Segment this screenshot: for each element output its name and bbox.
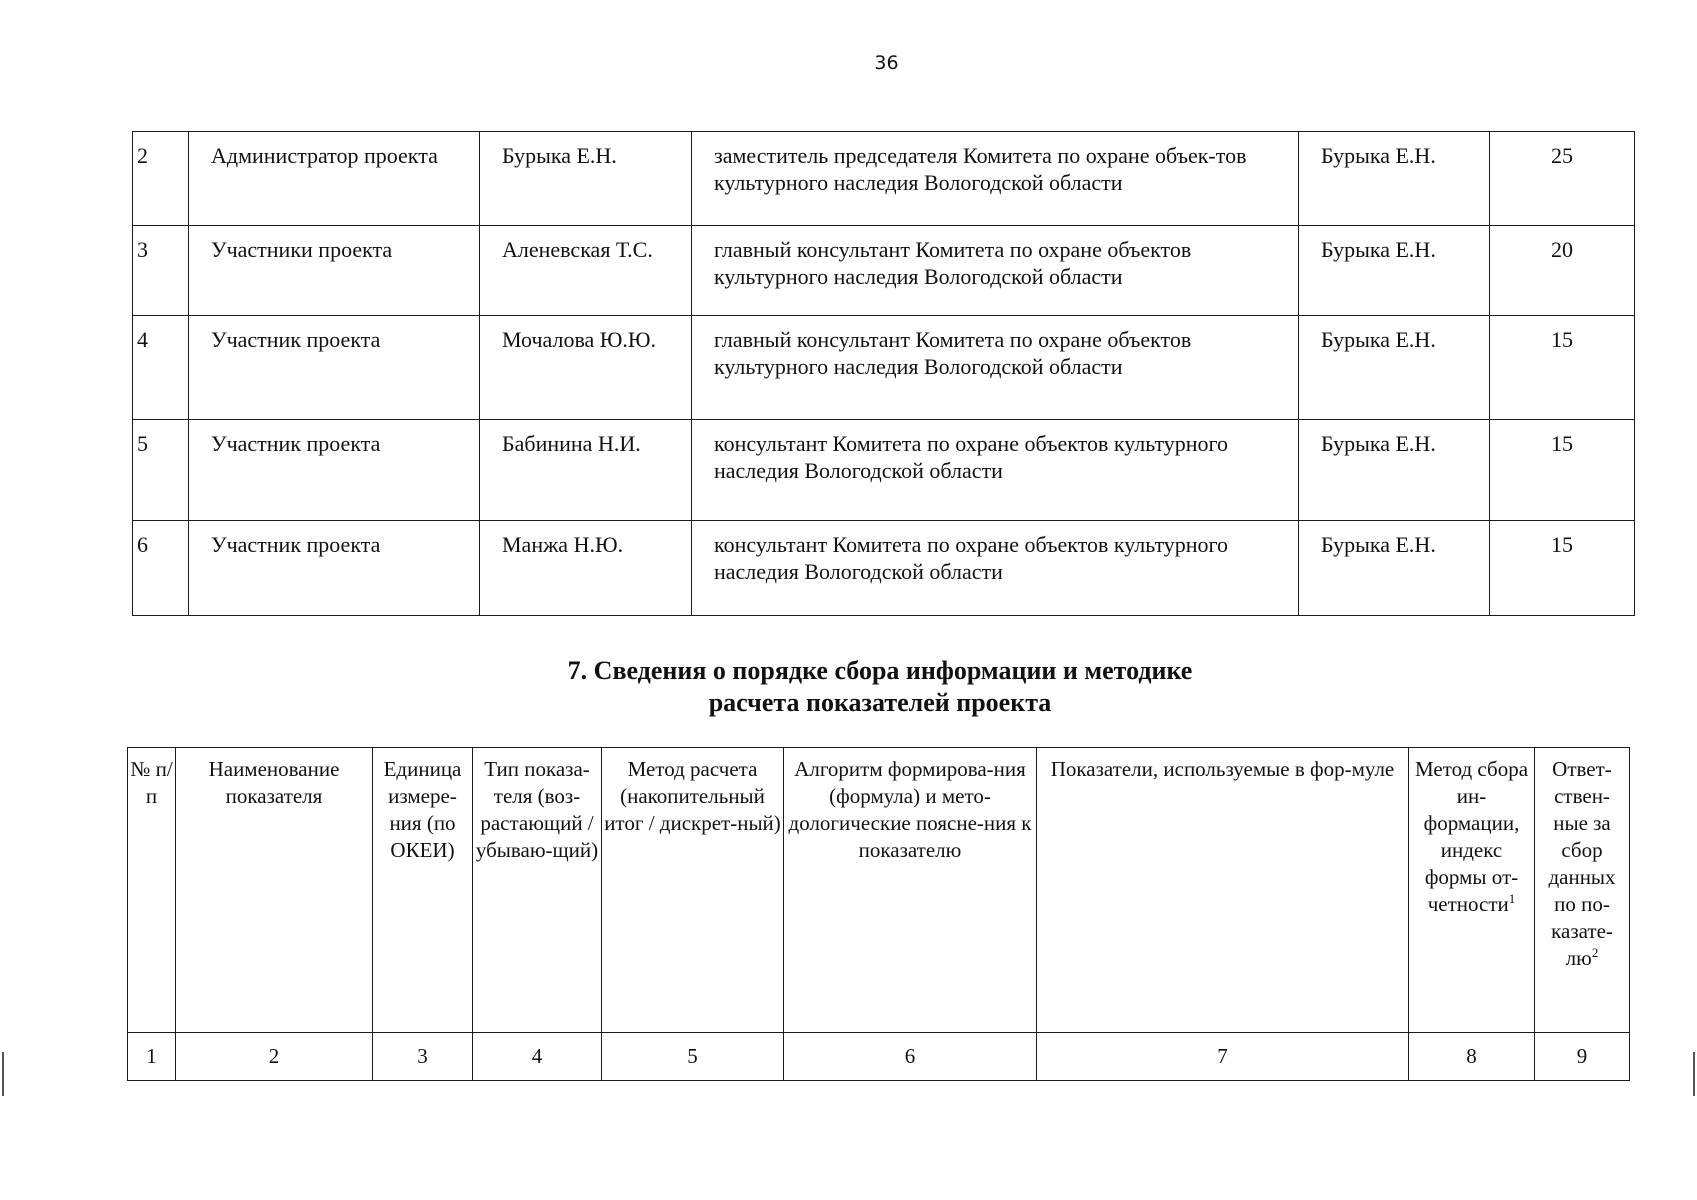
project-team-table xyxy=(132,131,1635,616)
header-responsible-text: Ответ-ствен-ные за сбор данных по по-казате-лю xyxy=(1548,757,1616,970)
employment-weight: 15 xyxy=(1490,316,1635,420)
section-title-line-1: 7. Сведения о порядке сбора информации и методике xyxy=(567,656,1193,685)
column-index: 4 xyxy=(473,1033,602,1081)
supervisor-name: Бурыка Е.Н. xyxy=(1299,420,1490,521)
person-name: Манжа Н.Ю. xyxy=(480,521,692,616)
column-index: 3 xyxy=(373,1033,473,1081)
column-index: 5 xyxy=(602,1033,784,1081)
table-row xyxy=(133,420,1635,521)
indicators-method-table xyxy=(127,747,1630,1081)
person-name: Аленевская Т.С. xyxy=(480,226,692,316)
project-role: Участник проекта xyxy=(189,420,480,521)
header-indicator-name: Наименование показателя xyxy=(176,748,373,1033)
column-index-row xyxy=(128,1033,1630,1081)
person-position: консультант Комитета по охране объектов культурного наследия Вологодской области xyxy=(692,420,1299,521)
page-number: 36 xyxy=(874,52,899,74)
column-index: 6 xyxy=(784,1033,1037,1081)
header-row xyxy=(128,748,1630,1033)
table-row xyxy=(133,132,1635,226)
person-name: Бабинина Н.И. xyxy=(480,420,692,521)
header-algorithm: Алгоритм формирова-ния (формула) и мето-дологические поясне-ния к показателю xyxy=(784,748,1037,1033)
project-role: Администратор проекта xyxy=(189,132,480,226)
row-number: 6 xyxy=(133,521,189,616)
project-role: Участники проекта xyxy=(189,226,480,316)
person-position: заместитель председателя Комитета по охране объек-тов культурного наследия Вологодской области xyxy=(692,132,1299,226)
person-position: главный консультант Комитета по охране объектов культурного наследия Вологодской области xyxy=(692,316,1299,420)
header-row-number: № п/п xyxy=(128,748,176,1033)
employment-weight: 15 xyxy=(1490,521,1635,616)
section-title-line-2: расчета показателей проекта xyxy=(708,688,1052,717)
person-name: Бурыка Е.Н. xyxy=(480,132,692,226)
table-row xyxy=(133,316,1635,420)
person-position: главный консультант Комитета по охране объектов культурного наследия Вологодской области xyxy=(692,226,1299,316)
left-margin-mark xyxy=(2,1052,4,1096)
column-index: 9 xyxy=(1535,1033,1630,1081)
employment-weight: 15 xyxy=(1490,420,1635,521)
row-number: 2 xyxy=(133,132,189,226)
footnote-mark-2: 2 xyxy=(1591,945,1599,960)
employment-weight: 25 xyxy=(1490,132,1635,226)
row-number: 5 xyxy=(133,420,189,521)
right-margin-mark xyxy=(1693,1052,1695,1096)
supervisor-name: Бурыка Е.Н. xyxy=(1299,226,1490,316)
person-position: консультант Комитета по охране объектов культурного наследия Вологодской области xyxy=(692,521,1299,616)
row-number: 3 xyxy=(133,226,189,316)
column-index: 1 xyxy=(128,1033,176,1081)
header-unit: Единица измере-ния (по ОКЕИ) xyxy=(373,748,473,1033)
column-index: 8 xyxy=(1409,1033,1535,1081)
supervisor-name: Бурыка Е.Н. xyxy=(1299,316,1490,420)
table-row xyxy=(133,521,1635,616)
supervisor-name: Бурыка Е.Н. xyxy=(1299,132,1490,226)
supervisor-name: Бурыка Е.Н. xyxy=(1299,521,1490,616)
header-collection-method-text: Метод сбора ин-формации, индекс формы от-четности xyxy=(1414,757,1529,916)
header-indicator-type: Тип показа-теля (воз-растающий / убываю-щий) xyxy=(473,748,602,1033)
row-number: 4 xyxy=(133,316,189,420)
header-responsible xyxy=(1535,748,1630,1033)
column-index: 7 xyxy=(1037,1033,1409,1081)
table-row xyxy=(133,226,1635,316)
project-role: Участник проекта xyxy=(189,521,480,616)
person-name: Мочалова Ю.Ю. xyxy=(480,316,692,420)
header-calculation-method: Метод расчета (накопительный итог / дискрет-ный) xyxy=(602,748,784,1033)
header-collection-method xyxy=(1409,748,1535,1033)
employment-weight: 20 xyxy=(1490,226,1635,316)
footnote-mark-1: 1 xyxy=(1508,891,1516,906)
column-index: 2 xyxy=(176,1033,373,1081)
header-formula-indicators: Показатели, используемые в фор-муле xyxy=(1037,748,1409,1033)
project-role: Участник проекта xyxy=(189,316,480,420)
section-title xyxy=(0,655,1697,719)
